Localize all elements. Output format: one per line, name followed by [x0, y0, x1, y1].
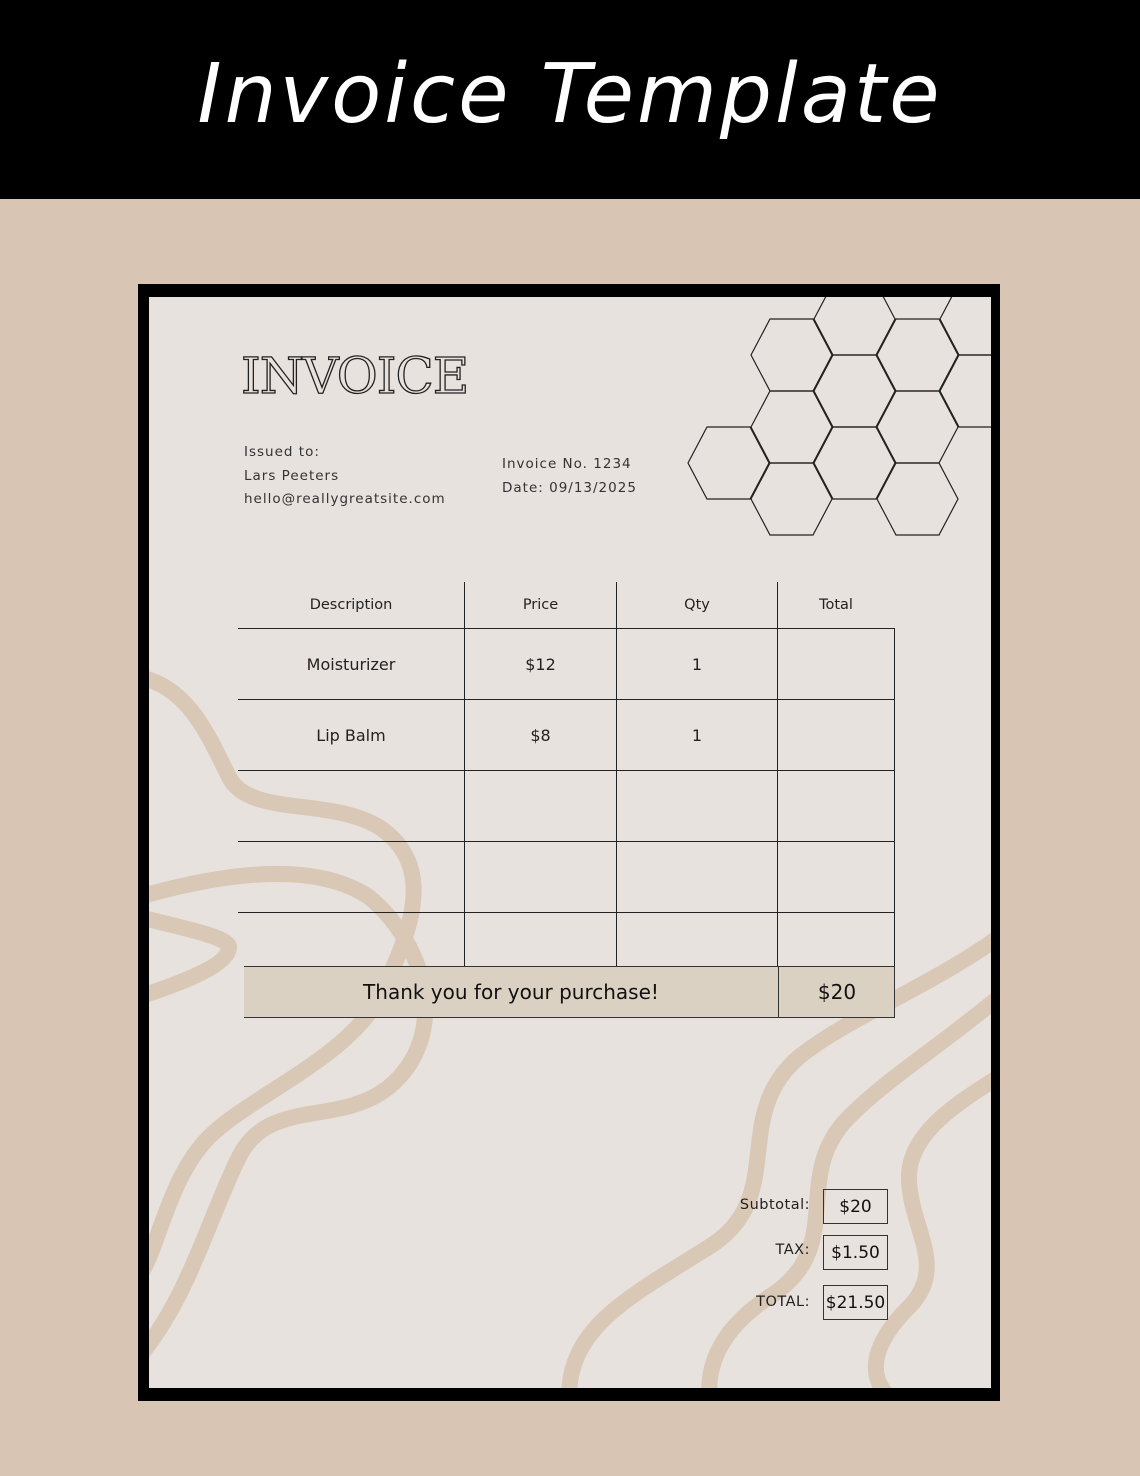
footer-total: $20	[778, 967, 895, 1017]
table-row	[238, 629, 894, 700]
client-name: Lars Peeters	[244, 467, 340, 484]
title-banner	[0, 0, 1140, 199]
row-total	[778, 700, 895, 771]
table-row	[238, 842, 894, 913]
tax-label: TAX:	[775, 1242, 810, 1258]
header-qty: Qty	[617, 582, 778, 629]
header-total: Total	[778, 582, 895, 629]
issued-to-block	[244, 441, 446, 512]
tax-value: $1.50	[823, 1235, 888, 1270]
subtotal-value: $20	[823, 1189, 888, 1224]
row-qty	[617, 771, 778, 842]
row-price	[465, 842, 617, 913]
header-description: Description	[309, 597, 393, 613]
thank-you-row	[244, 966, 895, 1018]
subtotal-label: Subtotal:	[739, 1197, 810, 1213]
invoice-heading: INVOICE	[241, 347, 469, 405]
row-qty: 1	[617, 629, 778, 700]
invoice-date: Date: 09/13/2025	[502, 479, 637, 496]
row-qty	[617, 842, 778, 913]
total-value: $21.50	[823, 1285, 888, 1320]
row-price	[465, 771, 617, 842]
row-total	[778, 771, 895, 842]
row-total	[778, 629, 895, 700]
banner-title: Invoice Template	[197, 47, 943, 142]
invoice-page	[149, 297, 991, 1388]
table-row	[238, 771, 894, 842]
items-table	[238, 582, 895, 983]
total-label: TOTAL:	[756, 1294, 810, 1310]
row-description: Moisturizer	[306, 654, 396, 674]
table-row	[238, 700, 894, 771]
table-header-row	[238, 582, 894, 629]
thank-you-message: Thank you for your purchase!	[363, 980, 659, 1004]
row-description: Lip Balm	[316, 725, 386, 745]
invoice-meta	[502, 453, 637, 500]
row-qty: 1	[617, 700, 778, 771]
client-email: hello@reallygreatsite.com	[244, 491, 446, 507]
row-price: $12	[465, 629, 617, 700]
issued-label: Issued to:	[244, 444, 320, 460]
invoice-number: Invoice No. 1234	[502, 456, 632, 472]
header-price: Price	[465, 582, 617, 629]
row-total	[778, 842, 895, 913]
row-description	[238, 842, 465, 913]
row-description	[238, 771, 465, 842]
hexagon-pattern	[688, 297, 991, 535]
row-price: $8	[465, 700, 617, 771]
